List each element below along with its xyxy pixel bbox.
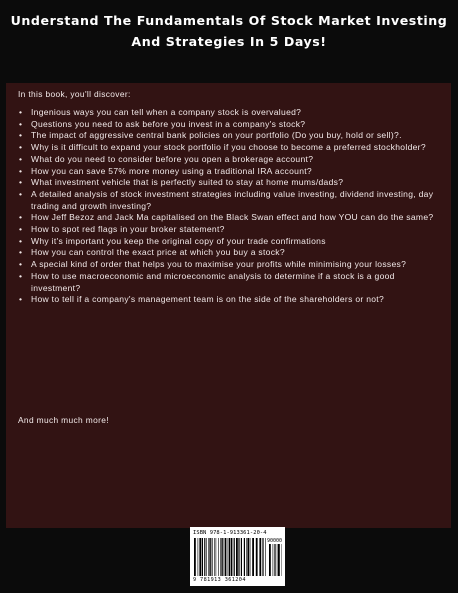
- bullet-icon: •: [19, 130, 23, 141]
- isbn-label: ISBN 978-1-913361-20-4: [193, 530, 267, 536]
- barcode-bar: [277, 544, 278, 576]
- list-item: • How to spot red flags in your broker statement?: [19, 224, 225, 235]
- barcode-bar: [202, 538, 203, 576]
- list-item: • What investment vehicle that is perfectly suited to stay at home mums/dads?: [19, 177, 344, 188]
- barcode-bar: [238, 538, 239, 576]
- bullet-icon: •: [19, 142, 23, 153]
- cover-title: Understand The Fundamentals Of Stock Market Investing And Strategies In 5 Days!: [10, 13, 448, 49]
- bullet-icon: •: [19, 235, 23, 246]
- list-item: • How to use macroeconomic and microeconomic analysis to determine if a stock is a good investment?: [19, 270, 395, 293]
- list-item: • Questions you need to ask before you invest in a company's stock?: [19, 118, 306, 129]
- barcode-bar: [236, 538, 238, 576]
- barcode-bar: [244, 538, 245, 576]
- bullet-icon: •: [19, 177, 23, 188]
- bullet-icon: •: [19, 224, 23, 235]
- barcode-bar: [204, 538, 205, 576]
- barcode-bar: [216, 538, 217, 576]
- addon-label: 90000: [267, 538, 283, 544]
- barcode-bar: [228, 538, 229, 576]
- barcode-bar: [246, 538, 247, 576]
- barcode-bar: [252, 538, 254, 576]
- isbn-barcode: [190, 527, 285, 586]
- barcode-bar: [208, 538, 209, 576]
- barcode-bar: [222, 538, 223, 576]
- barcode-bar: [262, 538, 263, 576]
- list-item: • How Jeff Bezoz and Jack Ma capitalised on the Black Swan effect and how YOU can do the same?: [19, 212, 434, 223]
- list-item: • How you can save 57% more money using a traditional IRA account?: [19, 165, 312, 176]
- bullet-icon: •: [19, 212, 23, 223]
- barcode-bar: [218, 538, 219, 576]
- barcode-bar: [278, 544, 280, 576]
- barcode-bar: [206, 538, 207, 576]
- barcode-bar: [214, 538, 215, 576]
- bullet-icon: •: [19, 153, 23, 164]
- bullet-icon: •: [19, 165, 23, 176]
- barcode-bar: [250, 538, 251, 576]
- ean-number: 9 781913 361204: [193, 577, 246, 583]
- bullet-icon: •: [19, 118, 23, 129]
- barcode-bar: [274, 544, 275, 576]
- barcode-bar: [259, 538, 261, 576]
- bullet-icon: •: [19, 107, 23, 117]
- barcode-bar: [194, 538, 196, 576]
- list-item: • The impact of aggressive central bank policies on your portfolio (Do you buy, hold or sell)?.: [19, 130, 402, 141]
- barcode-bar: [220, 538, 221, 576]
- barcode-bars: [194, 538, 266, 576]
- list-item: • Why it's important you keep the original copy of your trade confirmations: [19, 235, 326, 246]
- list-item: • Why is it difficult to expand your stock portfolio if you choose to become a preferred stockholder?: [19, 142, 426, 153]
- list-item: • How to tell if a company's management team is on the side of the shareholders or not?: [19, 294, 385, 305]
- discovery-list: [18, 107, 438, 306]
- barcode-bar: [234, 538, 235, 576]
- bullet-icon: •: [19, 294, 23, 305]
- barcode-bar: [273, 544, 274, 576]
- barcode-bar: [199, 538, 201, 576]
- bullet-icon: •: [19, 247, 23, 258]
- list-item: • What do you need to consider before you open a brokerage account?: [19, 153, 314, 164]
- barcode-bar: [247, 538, 249, 576]
- bullet-icon: •: [19, 188, 23, 199]
- intro-text: In this book, you'll discover:: [18, 89, 131, 99]
- barcode-bar: [198, 538, 199, 576]
- barcode-bar: [241, 538, 242, 576]
- bullet-icon: •: [19, 270, 23, 281]
- barcode-bar: [212, 538, 213, 576]
- barcode-bar: [265, 538, 266, 576]
- closing-text: And much much more!: [18, 415, 109, 425]
- barcode-bar: [210, 538, 211, 576]
- barcode-bar: [229, 538, 230, 576]
- list-item: • A detailed analysis of stock investment strategies including value investing, dividend investing, day trading and growth investing?: [19, 188, 434, 211]
- list-item: • How you can control the exact price at which you buy a stock?: [19, 247, 285, 258]
- bullet-icon: •: [19, 259, 23, 270]
- barcode-bar: [256, 538, 258, 576]
- barcode-bar: [269, 544, 271, 576]
- addon-barcode-bars: [269, 544, 282, 576]
- description-panel: [6, 83, 451, 528]
- barcode-bar: [225, 538, 227, 576]
- barcode-bar: [231, 538, 233, 576]
- list-item: • A special kind of order that helps you to maximise your profits while minimising your losses?: [19, 259, 407, 270]
- list-item: • Ingenious ways you can tell when a company stock is overvalued?: [19, 107, 302, 117]
